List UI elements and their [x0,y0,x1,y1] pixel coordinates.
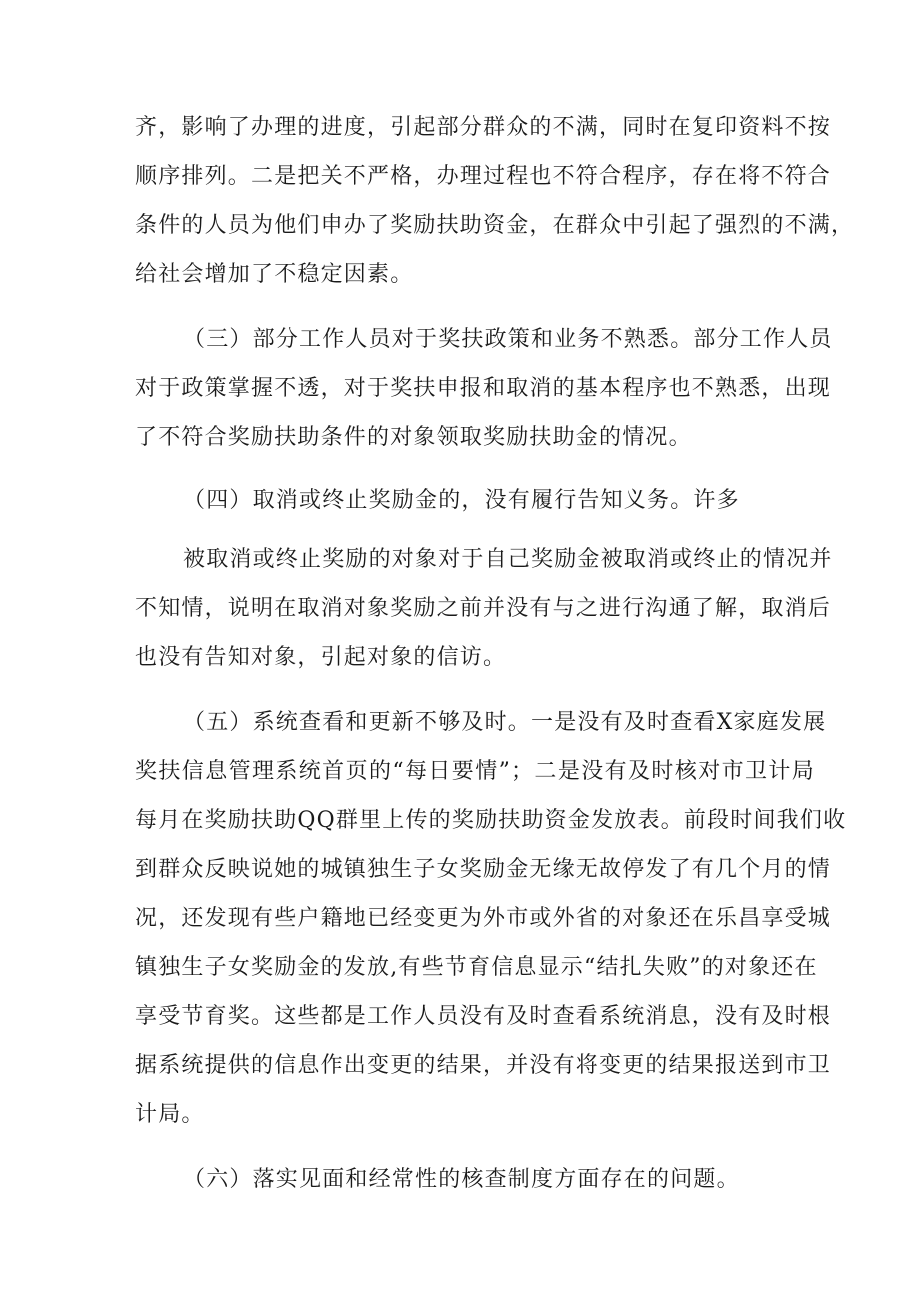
paragraph-line: 条件的人员为他们申办了奖励扶助资金，在群众中引起了强烈的不满， [135,213,855,238]
paragraph-line: 况，还发现有些户籍地已经变更为外市或外省的对象还在乐昌享受城 [135,906,832,931]
section-heading-3: （三）部分工作人员对于奖扶政策和业务不熟悉。部分工作人员 [183,327,833,352]
paragraph-line: 齐，影响了办理的进度，引起部分群众的不满，同时在复印资料不按 [135,115,832,140]
paragraph-line: 每月在奖励扶助QQ群里上传的奖励扶助资金发放表。前段时间我们收 [135,808,847,833]
paragraph-line: 对于政策掌握不透，对于奖扶申报和取消的基本程序也不熟悉，出现 [135,376,832,401]
paragraph-line: 奖扶信息管理系统首页的“每日要情”；二是没有及时核对市卫计局 [135,759,815,784]
paragraph-line: 顺序排列。二是把关不严格，办理过程也不符合程序，存在将不符合 [135,164,832,189]
section-heading-5: （五）系统查看和更新不够及时。一是没有及时查看X家庭发展 [183,710,827,735]
section-heading-4: （四）取消或终止奖励金的，没有履行告知义务。许多 [183,488,740,513]
paragraph-line: 不知情，说明在取消对象奖励之前并没有与之进行沟通了解，取消后 [135,596,832,621]
paragraph-line: 被取消或终止奖励的对象对于自己奖励金被取消或终止的情况并 [183,547,833,572]
paragraph-line: 享受节育奖。这些都是工作人员没有及时查看系统消息，没有及时根 [135,1004,832,1029]
paragraph-line: 据系统提供的信息作出变更的结果，并没有将变更的结果报送到市卫 [135,1053,832,1078]
paragraph-line: 到群众反映说她的城镇独生子女奖励金无缘无故停发了有几个月的情 [135,857,832,882]
paragraph-line: 给社会增加了不稳定因素。 [135,262,414,287]
paragraph-line: 镇独生子女奖励金的发放,有些节育信息显示“结扎失败”的对象还在 [135,955,818,980]
paragraph-line: 了不符合奖励扶助条件的对象领取奖励扶助金的情况。 [135,425,692,450]
paragraph-line: 计局。 [135,1102,205,1127]
section-heading-6: （六）落实见面和经常性的核查制度方面存在的问题。 [183,1167,740,1192]
paragraph-line: 也没有告知对象，引起对象的信访。 [135,645,507,670]
